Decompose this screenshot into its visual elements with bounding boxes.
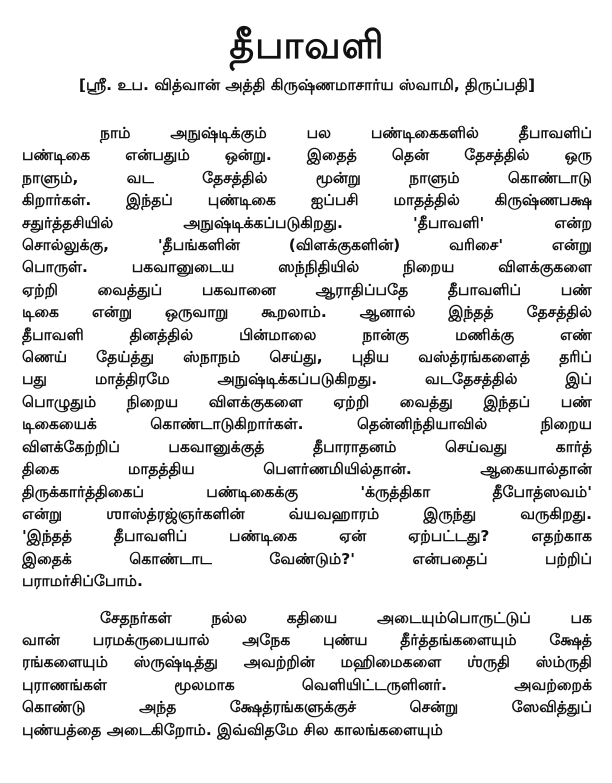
text-line: ணெய் தேய்த்து ஸ்நாநம் செய்து, புதிய வஸ்த்ரங்களைத் தரிப் [22,348,592,367]
text-line: சொல்லுக்கு, 'தீபங்களின் (விளக்குகளின்) வரிசை' என்று [22,236,592,255]
text-line: நாளும், வட தேசத்தில் மூன்று நாளும் கொண்டாடு [22,168,592,187]
text-line: வான் பரமக்ருபையால் அநேக புண்ய தீர்த்தங்களையும் க்ஷேத் [22,630,592,649]
text-line: நாம் அநுஷ்டிக்கும் பல பண்டிகைகளில் தீபாவளிப் [100,124,592,142]
text-line: சேதநர்கள் நல்ல கதியை அடையும்பொருட்டுப் பக [100,608,592,627]
text-line: ஏற்றி வைத்துப் பகவானை ஆராதிப்பதே தீபாவளிப் பண் [22,280,592,299]
author-byline: [ஸ்ரீ. உப. வித்வான் அத்தி கிருஷ்ணமாசார்ய ஸ்வாமி, திருப்பதி] [78,76,536,94]
text-line: புராணங்கள் மூலமாக வெளியிட்டருளினர். அவற்றைக் [22,675,592,694]
text-line: கொண்டு அந்த க்ஷேத்ரங்களுக்குச் சென்று ஸேவித்துப் [22,698,592,717]
text-line: 'இந்தத் தீபாவளிப் பண்டிகை ஏன் ஏற்பட்டது? எதற்காக [22,527,592,546]
text-line: இதைக் கொண்டாட வேண்டும்?' என்பதைப் பற்றிப் [22,549,592,568]
text-line: திகை மாதத்திய பௌர்ணமியில்தான். ஆகையால்தான் [22,460,592,479]
text-line: விளக்கேற்றிப் பகவானுக்குத் தீபாராதனம் செய்வது கார்த் [22,437,592,456]
text-line: பொருள். பகவானுடைய ஸந்நிதியில் நிறைய விளக்குகளை [22,258,592,277]
text-line: தீபாவளி தினத்தில் பின்மாலை நான்கு மணிக்கு எண் [22,325,592,344]
paragraph [22,122,592,593]
text-line: கிறார்கள். இந்தப் புண்டிகை ஐப்பசி மாதத்தில் கிருஷ்ணபக்ஷ [22,191,592,210]
article-body [22,122,592,741]
article-title: தீபாவளி [229,23,385,67]
text-line: ரங்களையும் ஸ்ருஷ்டித்து அவற்றின் மஹிமைகளை ஶ்ருதி ஸ்ம்ருதி [22,653,592,672]
text-line: பது மாத்திரமே அநுஷ்டிக்கப்படுகிறது. வடதேசத்தில் இப் [22,370,592,389]
text-line: சதுர்த்தசியில் அநுஷ்டிக்கப்படுகிறது. 'தீபாவளி' என்ற [22,213,592,232]
text-line: புண்யத்தை அடைகிறோம். இவ்விதமே சில காலங்களையும் [22,720,443,739]
text-line: பண்டிகை என்பதும் ஒன்று. இதைத் தென் தேசத்தில் ஒரு [22,146,592,165]
text-line: பராமர்சிப்போம். [22,572,143,591]
text-line: டிகை என்று ஒருவாறு கூறலாம். ஆனால் இந்தத் தேசத்தில் [22,303,592,322]
text-line: திருக்கார்த்திகைப் பண்டிகைக்கு 'க்ருத்திகா தீபோத்ஸவம்' [22,482,592,501]
text-line: என்று ஶாஸ்த்ரஜ்ஞர்களின் வ்யவஹாரம் இருந்து வருகிறது. [22,504,592,523]
paragraph [22,607,592,741]
text-line: டிகையைக் கொண்டாடுகிறார்கள். தென்னிந்தியாவில் நிறைய [22,415,592,434]
text-line: பொழுதும் நிறைய விளக்குகளை ஏற்றி வைத்து இந்தப் பண் [22,392,592,411]
